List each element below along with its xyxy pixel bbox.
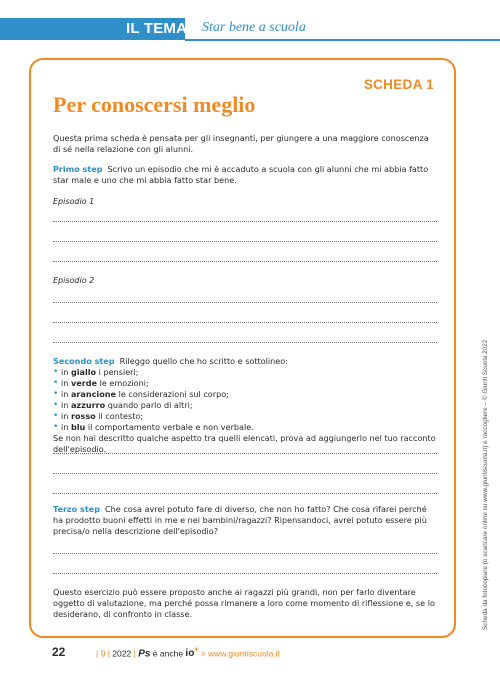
- bullet-icon: •: [53, 367, 59, 377]
- section-subtitle: Star bene a scuola: [202, 20, 306, 35]
- color-word: rosso: [70, 411, 96, 421]
- section-label: IL TEMA: [126, 20, 188, 37]
- writing-line[interactable]: [53, 261, 437, 262]
- bullet-icon: •: [53, 389, 59, 399]
- writing-line[interactable]: [53, 342, 437, 343]
- bullet-icon: •: [53, 400, 59, 410]
- intro-text: Questa prima scheda è pensata per gli insegnanti, per giungere a una maggiore conoscenza di sé nella relazione con gli alunni.: [53, 133, 429, 154]
- color-word: verde: [70, 378, 97, 388]
- color-word: azzurro: [70, 400, 106, 410]
- writing-line[interactable]: [53, 493, 437, 494]
- list-item: • in blu il comportamento verbale e non verbale.: [53, 422, 254, 432]
- episode1-label: Episodio 1: [53, 197, 95, 206]
- closing-text: Questo esercizio può essere proposto anche ai ragazzi più grandi, non per farlo diventare oggetto di valutazione, ma perché possa rimanere a loro come momento di riflessione e, se lo desiderano, di confronto in classe.: [53, 587, 435, 619]
- bullet-icon: •: [53, 378, 59, 388]
- writing-line[interactable]: [53, 453, 437, 454]
- list-item: • in rosso il contesto;: [53, 411, 144, 421]
- bullet-icon: •: [53, 411, 59, 421]
- writing-line[interactable]: [53, 573, 437, 574]
- writing-line[interactable]: [53, 473, 437, 474]
- writing-line[interactable]: [53, 322, 437, 323]
- footer-info: | 9 | 2022 | Ps è anche io+ > www.giuntiscuola.it: [96, 647, 280, 660]
- step1-block: [53, 164, 437, 186]
- writing-line[interactable]: [53, 241, 437, 242]
- page-number: 22: [52, 645, 66, 659]
- writing-line[interactable]: [53, 302, 437, 303]
- copyright-note: Scheda da fotocopiare (o scaricare online su www.giuntiscuola.it) e raccogliere – © Giunti Scuola 2022: [482, 339, 489, 630]
- magazine-logo: Ps: [138, 648, 151, 660]
- list-item: • in verde le emozioni;: [53, 378, 149, 388]
- color-word: blu: [70, 422, 86, 432]
- writing-line[interactable]: [53, 221, 437, 222]
- list-item: • in arancione le considerazioni sul corpo;: [53, 389, 229, 399]
- step2-note: Se non hai descritto qualche aspetto tra quelli elencati, prova ad aggiungerlo nel tuo racconto dell'episodio.: [53, 433, 436, 454]
- worksheet-title: Per conoscersi meglio: [53, 92, 256, 117]
- step2-label: Secondo step: [53, 356, 115, 366]
- step3-label: Terzo step: [53, 504, 100, 514]
- step3-text: Che cosa avrei potuto fare di diverso, che non ho fatto? Che cosa rifarei perché ha prodotto buoni effetti in me e nei bambini/ragazzi? Ripensandoci, avrei potuto essere più precisa/o nella descrizione dell'episodio?: [53, 504, 427, 536]
- header-rule: [185, 39, 500, 41]
- color-word: giallo: [70, 367, 97, 377]
- io-logo: io+: [185, 647, 199, 660]
- highlight-list: [53, 367, 437, 433]
- writing-line[interactable]: [53, 553, 437, 554]
- scheda-label: SCHEDA 1: [363, 77, 434, 92]
- worksheet-card: [29, 58, 456, 638]
- issue-year: 2022: [112, 648, 132, 659]
- list-item: • in azzurro quando parlo di altri;: [53, 400, 193, 410]
- list-item: • in giallo i pensieri;: [53, 367, 139, 377]
- color-word: arancione: [70, 389, 117, 399]
- issue-number: 9: [100, 648, 106, 659]
- bullet-icon: •: [53, 422, 59, 432]
- website-link[interactable]: > www.giuntiscuola.it: [200, 648, 280, 659]
- step1-label: Primo step: [53, 164, 103, 174]
- episode2-label: Episodio 2: [53, 276, 95, 285]
- step1-text: Scrivo un episodio che mi è accaduto a scuola con gli alunni che mi abbia fatto star male e uno che mi abbia fatto star bene.: [53, 164, 429, 185]
- step2-text: Rileggo quello che ho scritto e sottolineo:: [119, 356, 288, 366]
- page-header: [0, 0, 500, 40]
- step3-block: [53, 504, 437, 537]
- step2-block: [53, 356, 437, 455]
- also-on-text: è anche: [152, 648, 184, 659]
